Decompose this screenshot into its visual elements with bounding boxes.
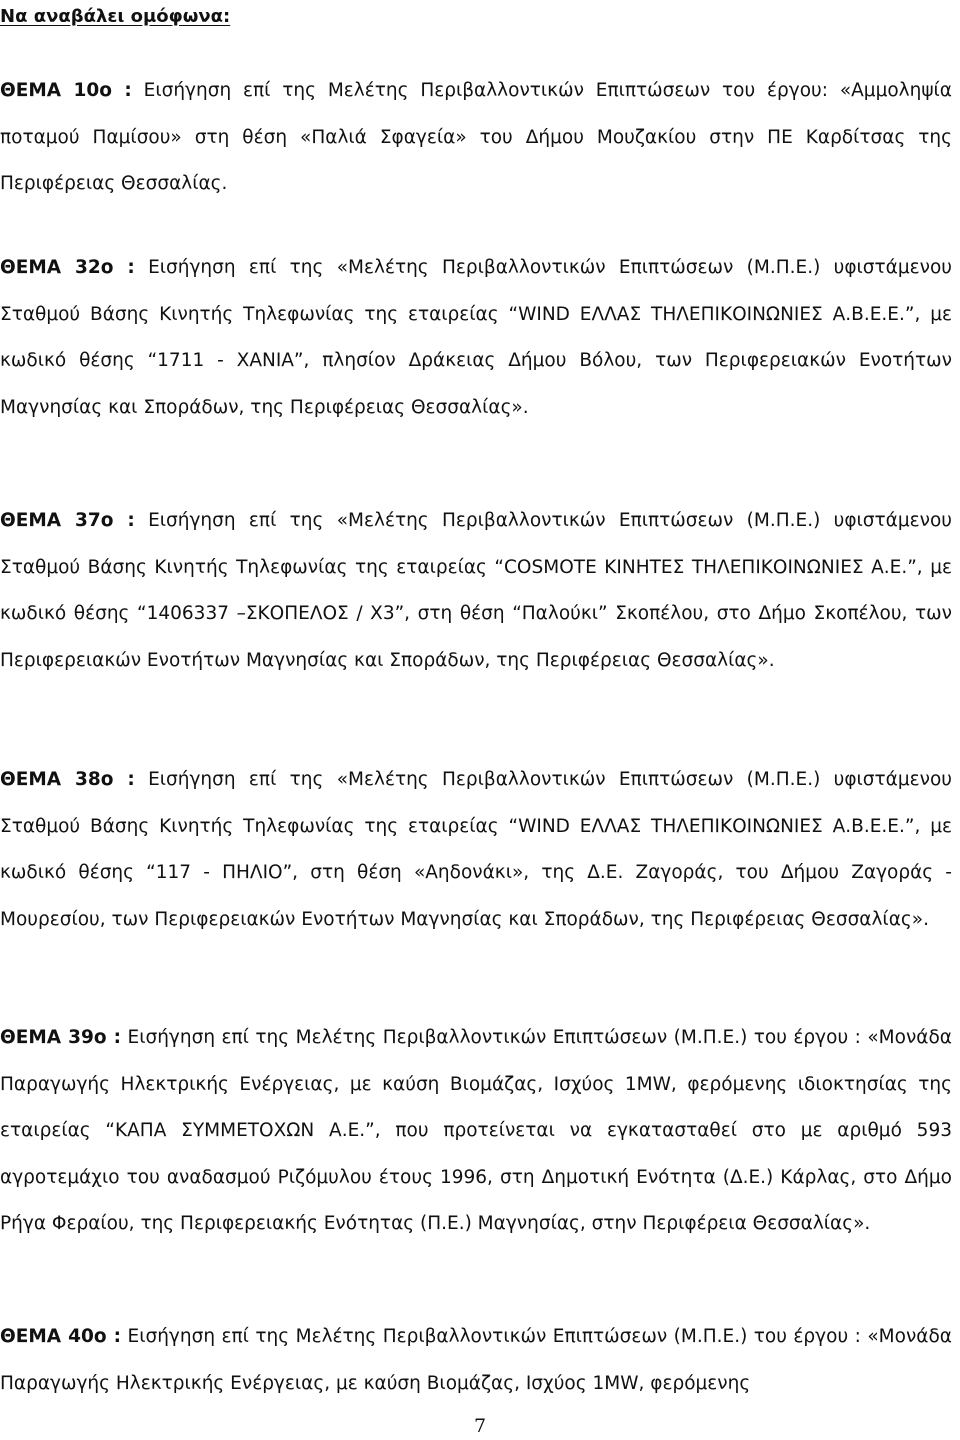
item-text: Εισήγηση επί της «Μελέτης Περιβαλλοντικών Επιπτώσεων (Μ.Π.Ε.) υφιστάμενου Σταθμού Βάσης Κινητής Τηλεφωνίας της εταιρείας “WIND ΕΛΛΑΣ ΤΗΛΕΠΙΚΟΙΝΩΝΙΕΣ Α.Β.Ε.Ε.”, με κωδικό θέσης “117 - ΠΗΛΙΟ”, στη θέση «Αηδονάκι», της Δ.Ε. Ζαγοράς, του Δήμου Ζαγοράς - Μουρεσίου, των Περιφερειακών Ενοτήτων Μαγνησίας και Σποράδων, της Περιφέρειας Θεσσαλίας». (0, 769, 952, 930)
page-number: 7 (473, 1415, 487, 1437)
agenda-item-37 (0, 498, 952, 684)
agenda-item-39 (0, 1015, 952, 1248)
item-label: ΘΕΜΑ 39ο : (0, 1027, 122, 1048)
item-text: Εισήγηση επί της Μελέτης Περιβαλλοντικών Επιπτώσεων (Μ.Π.Ε.) του έργου : «Μονάδα Παραγωγής Ηλεκτρικής Ενέργειας, με καύση Βιομάζας, Ισχύος 1MW, φερόμενης ιδιοκτησίας της εταιρείας “ΚΑΠΑ ΣΥΜΜΕΤΟΧΩΝ Α.Ε.”, που προτείνεται να εγκατασταθεί στο με αριθμό 593 αγροτεμάχιο του αναδασμού Ριζόμυλου έτους 1996, στη Δημοτική Ενότητα (Δ.Ε.) Κάρλας, στο Δήμο Ρήγα Φεραίου, της Περιφερειακής Ενότητας (Π.Ε.) Μαγνησίας, στην Περιφέρεια Θεσσαλίας». (0, 1027, 952, 1234)
item-label: ΘΕΜΑ 32ο : (0, 257, 135, 278)
item-text: Εισήγηση επί της Μελέτης Περιβαλλοντικών Επιπτώσεων (Μ.Π.Ε.) του έργου : «Μονάδα Παραγωγής Ηλεκτρικής Ενέργειας, με καύση Βιομάζας, Ισχύος 1MW, φερόμενης (0, 1326, 952, 1394)
agenda-item-38 (0, 757, 952, 943)
item-text: Εισήγηση επί της «Μελέτης Περιβαλλοντικών Επιπτώσεων (Μ.Π.Ε.) υφιστάμενου Σταθμού Βάσης Κινητής Τηλεφωνίας της εταιρείας “WIND ΕΛΛΑΣ ΤΗΛΕΠΙΚΟΙΝΩΝΙΕΣ Α.Β.Ε.Ε.”, με κωδικό θέσης “1711 - ΧΑΝΙΑ”, πλησίον Δράκειας Δήμου Βόλου, των Περιφερειακών Ενοτήτων Μαγνησίας και Σποράδων, της Περιφέρειας Θεσσαλίας». (0, 257, 952, 418)
agenda-item-10 (0, 68, 952, 208)
agenda-item-32 (0, 245, 952, 431)
agenda-item-40 (0, 1314, 952, 1407)
item-text: Εισήγηση επί της «Μελέτης Περιβαλλοντικών Επιπτώσεων (Μ.Π.Ε.) υφιστάμενου Σταθμού Βάσης Κινητής Τηλεφωνίας της εταιρείας “COSMOTE ΚΙΝΗΤΕΣ ΤΗΛΕΠΙΚΟΙΝΩΝΙΕΣ Α.Ε.”, με κωδικό θέσης “1406337 –ΣΚΟΠΕΛΟΣ / Χ3”, στη θέση “Παλούκι” Σκοπέλου, στο Δήμο Σκοπέλου, των Περιφερειακών Ενοτήτων Μαγνησίας και Σποράδων, της Περιφέρειας Θεσσαλίας». (0, 510, 952, 671)
item-text: Εισήγηση επί της Μελέτης Περιβαλλοντικών Επιπτώσεων του έργου: «Αμμοληψία ποταμού Παμίσου» στη θέση «Παλιά Σφαγεία» του Δήμου Μουζακίου στην ΠΕ Καρδίτσας της Περιφέρειας Θεσσαλίας. (0, 80, 952, 194)
item-label: ΘΕΜΑ 37ο : (0, 510, 135, 531)
item-label: ΘΕΜΑ 10ο : (0, 80, 132, 101)
item-label: ΘΕΜΑ 38ο : (0, 769, 135, 790)
page-heading: Να αναβάλει ομόφωνα: (0, 6, 231, 27)
item-label: ΘΕΜΑ 40ο : (0, 1326, 122, 1347)
